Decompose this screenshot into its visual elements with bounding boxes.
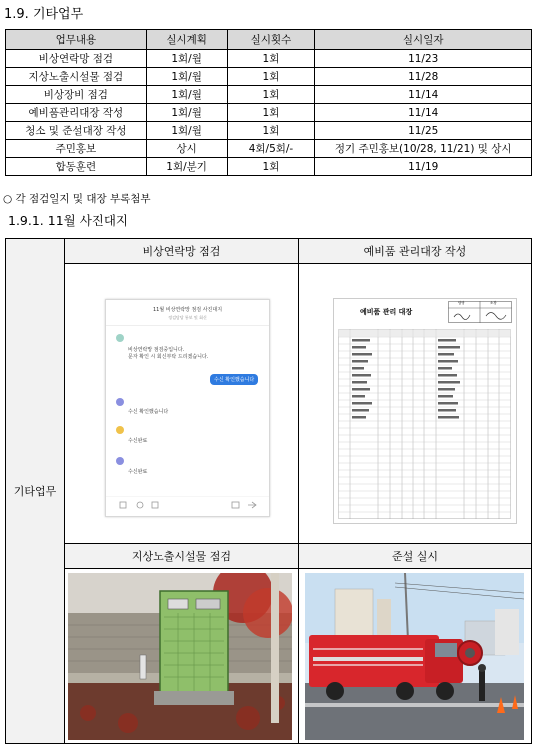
image-icon	[120, 502, 126, 508]
cell-date: 11/14	[315, 104, 532, 122]
wheel	[396, 682, 414, 700]
caption-spare-ledger: 예비품 관리대장 작성	[299, 239, 531, 264]
table-row	[6, 68, 532, 86]
table-row	[6, 140, 532, 158]
file-icon	[152, 502, 158, 508]
message-text: 비상연락망 점검중입니다.	[128, 347, 185, 353]
cell-date: 11/28	[315, 68, 532, 86]
cell-count: 4회/5회/-	[227, 140, 315, 158]
cell-plan: 1회/월	[146, 104, 227, 122]
cell-count: 1회	[227, 50, 315, 68]
work-table-header	[6, 30, 532, 50]
row-label: 기타업무	[6, 239, 65, 743]
phone-toolbar	[106, 496, 269, 514]
cell-count: 1회	[227, 104, 315, 122]
cell-count: 1회	[227, 158, 315, 176]
cell-task: 비상연락망 점검	[6, 50, 147, 68]
reply-bubble: 수신 확인했습니다	[210, 374, 258, 385]
avatar	[116, 398, 124, 406]
camera-icon	[137, 502, 143, 508]
cell-date: 11/25	[315, 122, 532, 140]
ledger-document	[333, 298, 517, 524]
cell-date: 11/23	[315, 50, 532, 68]
tree-trunk	[271, 573, 279, 723]
concrete-base	[154, 691, 234, 705]
caption-dredging: 준설 실시	[299, 543, 531, 569]
subsection-title: 1.9.1. 11월 사진대지	[8, 213, 129, 228]
divider	[298, 239, 299, 743]
phone-header: 11월 비상연락망 점검 사진대지	[152, 307, 223, 313]
message-text: 문자 확인 시 회신부탁 드리겠습니다.	[128, 354, 209, 360]
table-row	[6, 122, 532, 140]
col-header-plan: 실시계획	[146, 30, 227, 50]
col-header-count: 실시횟수	[227, 30, 315, 50]
caption-emergency-contact: 비상연락망 점검	[65, 239, 298, 264]
cell-date: 정기 주민홍보(10/28, 11/21) 및 상시	[315, 140, 532, 158]
cell-date: 11/14	[315, 86, 532, 104]
gif-icon	[232, 502, 239, 508]
send-icon	[248, 502, 256, 508]
cell-plan: 1회/월	[146, 122, 227, 140]
avatar	[116, 334, 124, 342]
signature-mark	[454, 314, 470, 320]
cell-plan: 1회/월	[146, 86, 227, 104]
cell-plan: 상시	[146, 140, 227, 158]
cell-task: 합동훈련	[6, 158, 147, 176]
cell-count: 1회	[227, 68, 315, 86]
section-title: 1.9. 기타업무	[4, 7, 84, 22]
ledger-title: 예비품 관리 대장	[360, 308, 413, 316]
exposed-facility-photo	[68, 573, 292, 740]
col-header-date: 실시일자	[315, 30, 532, 50]
wheel	[436, 682, 454, 700]
message-text: 수신완료	[128, 469, 148, 475]
col-header-task: 업무내용	[6, 30, 147, 50]
cell-plan: 1회/분기	[146, 158, 227, 176]
ledger-grid	[338, 329, 511, 519]
cell-task: 지상노출시설물 점검	[6, 68, 147, 86]
work-table	[5, 29, 532, 176]
phone-subheader: 정검담당 통보 및 회신	[106, 315, 269, 326]
cell-task: 예비품관리대장 작성	[6, 104, 147, 122]
cell-task: 비상장비 점검	[6, 86, 147, 104]
cell-task: 주민홍보	[6, 140, 147, 158]
worker	[479, 671, 485, 701]
message-text: 수신완료	[128, 438, 148, 444]
cell-date: 11/19	[315, 158, 532, 176]
signature-mark	[486, 313, 506, 320]
table-row	[6, 86, 532, 104]
table-row	[6, 104, 532, 122]
sign-label: 담당	[458, 301, 465, 305]
appendix-note: ○ 각 점검일지 및 대장 부록첨부	[3, 193, 151, 205]
sign-label: 소장	[490, 301, 497, 305]
cell-task: 청소 및 준설대장 작성	[6, 122, 147, 140]
cell-plan: 1회/월	[146, 68, 227, 86]
avatar	[116, 457, 124, 465]
caption-exposed-facility: 지상노출시설물 점검	[65, 543, 298, 569]
wheel	[326, 682, 344, 700]
phone-screenshot	[105, 299, 270, 517]
avatar	[116, 426, 124, 434]
cell-count: 1회	[227, 86, 315, 104]
cell-plan: 1회/월	[146, 50, 227, 68]
table-row	[6, 50, 532, 68]
table-row	[6, 158, 532, 176]
cell-count: 1회	[227, 122, 315, 140]
message-text: 수신 확인했습니다	[128, 409, 169, 415]
dredging-photo	[305, 573, 524, 740]
